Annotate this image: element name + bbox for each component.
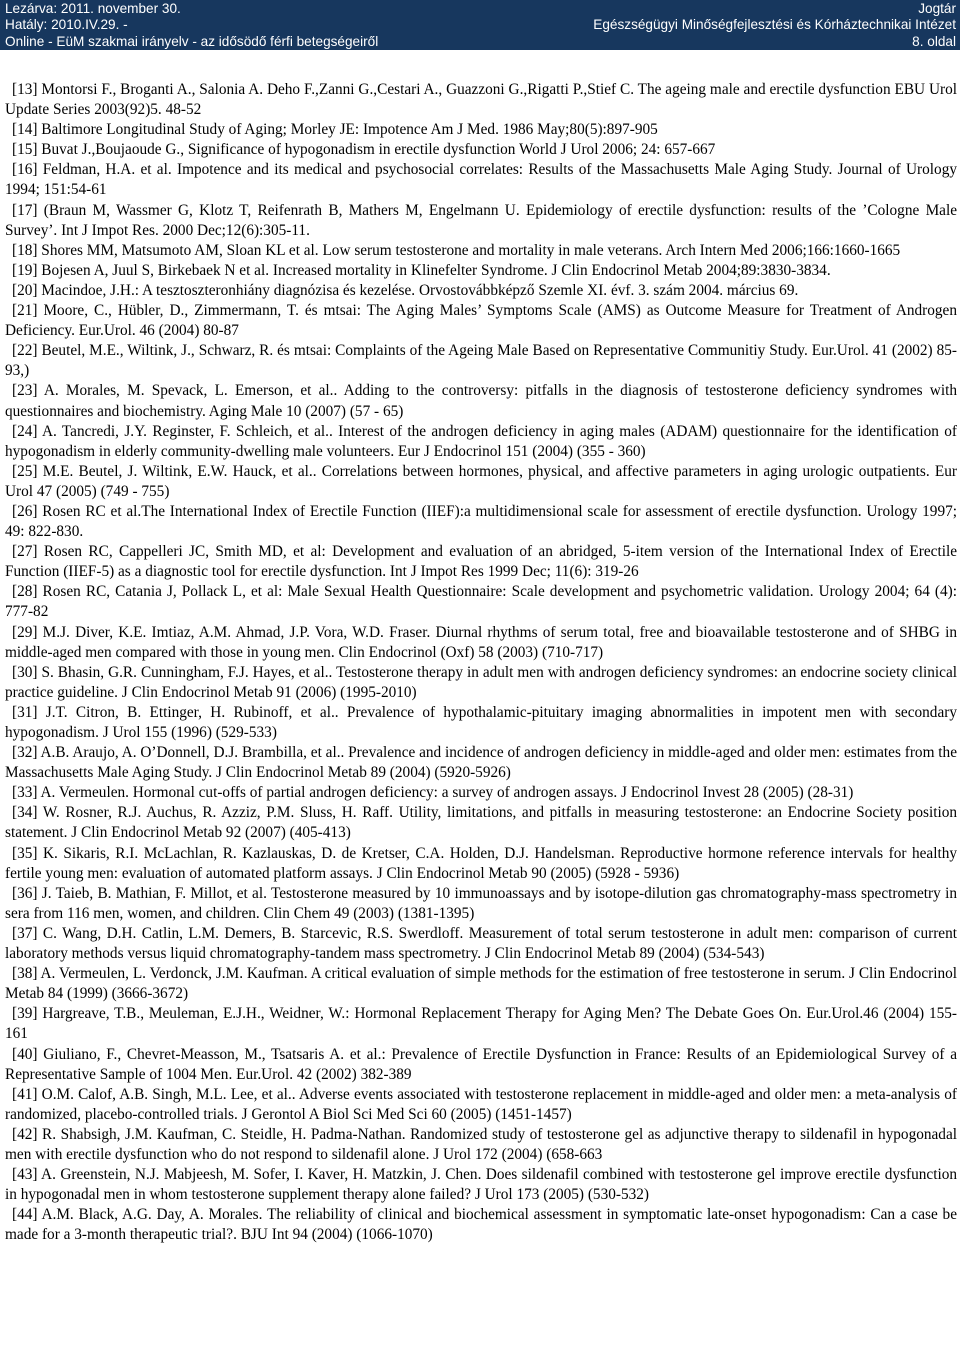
reference-item: [38] A. Vermeulen, L. Verdonck, J.M. Kaufman. A critical evaluation of simple methods for the estimation of free testosterone in serum. J Clin Endocrinol Metab 84 (1999) (3666-3672) [5, 965, 957, 1003]
reference-item: [19] Bojesen A, Juul S, Birkebaek N et al. Increased mortality in Klinefelter Syndrome. J Clin Endocrinol Metab 2004;89:3830-3834. [12, 261, 831, 279]
reference-item: [27] Rosen RC, Cappelleri JC, Smith MD, et al: Development and evaluation of an abridged, 5-item version of the International Index of Erectile Function (IIEF-5) as a diagnostic tool for erectile dysfunction. Int J Impot Res 1999 Dec; 11(6): 319-26 [5, 543, 957, 581]
header-publisher: Jogtár [918, 1, 956, 16]
reference-item: [16] Feldman, H.A. et al. Impotence and its medical and psychosocial correlates: Results of the Massachusetts Male Aging Study. Journal of Urology 1994; 151:54-61 [5, 161, 957, 199]
reference-item: [24] A. Tancredi, J.Y. Reginster, F. Schleich, et al.. Interest of the androgen deficiency in aging males (ADAM) questionnaire for the identification of hypogonadism in elderly community-dwelling male volunteers. Eur J Endocrinol 151 (2004) (355 - 360) [5, 422, 957, 460]
header-right [536, 1, 956, 50]
reference-item: [28] Rosen RC, Catania J, Pollack L, et al: Male Sexual Health Questionnaire: Scale development and psychometric validation. Urology 2004; 64 (4): 777-82 [5, 583, 957, 621]
reference-item: [20] Macindoe, J.H.: A tesztoszteronhiány diagnózisa és kezelése. Orvostovábbképző Szemle XI. évf. 3. szám 2004. március 69. [12, 281, 799, 299]
header-closed-date: Lezárva: 2011. november 30. [5, 1, 181, 16]
reference-item: [37] C. Wang, D.H. Catlin, L.M. Demers, B. Starcevic, R.S. Swerdloff. Measurement of total serum testosterone in adult men: comparison of current laboratory methods versus liquid chromatography-tandem mass spectrometry. J Clin Endocrinol Metab 89 (2004) (534-543) [5, 924, 957, 963]
reference-item: [34] W. Rosner, R.J. Auchus, R. Azziz, P.M. Sluss, H. Raff. Utility, limitations, and pitfalls in measuring testosterone: an Endocrine Society position statement. J Clin Endocrinol Metab 92 (2007) (405-413) [5, 804, 957, 842]
reference-item: [15] Buvat J.,Boujaoude G., Significance of hypogonadism in erectile dysfunction World J Urol 2006; 24: 657-667 [12, 141, 716, 159]
header-effective-date: Hatály: 2010.IV.29. - [5, 17, 128, 33]
header-left [5, 1, 565, 50]
reference-list [5, 80, 957, 1245]
reference-item: [29] M.J. Diver, K.E. Imtiaz, A.M. Ahmad, J.P. Vora, W.D. Fraser. Diurnal rhythms of serum total, free and bioavailable testosterone and of SHBG in middle-aged men compared with those in young men. Clin Endocrinol (Oxf) 58 (2003) (710-717) [5, 623, 957, 661]
reference-item: [30] S. Bhasin, G.R. Cunningham, F.J. Hayes, et al.. Testosterone therapy in adult men with androgen deficiency syndromes: an endocrine society clinical practice guideline. J Clin Endocrinol Metab 91 (2006) (1995-2010) [5, 663, 957, 701]
reference-item: [18] Shores MM, Matsumoto AM, Sloan KL et al. Low serum testosterone and mortality in male veterans. Arch Intern Med 2006;166:1660-1665 [12, 241, 901, 259]
reference-item: [44] A.M. Black, A.G. Day, A. Morales. The reliability of clinical and biochemical assessment in symptomatic late-onset hypogonadism: Can a case be made for a 3-month therapeutic trial?. BJU Int 94 (2004) (1066-1070) [5, 1206, 957, 1244]
reference-item: [32] A.B. Araujo, A. O’Donnell, D.J. Brambilla, et al.. Prevalence and incidence of androgen deficiency in middle-aged and older men: estimates from the Massachusetts Male Aging Study. J Clin Endocrinol Metab 89 (2004) (5920-5926) [5, 744, 957, 782]
reference-item: [13] Montorsi F., Broganti A., Salonia A. Deho F.,Zanni G.,Cestari A., Guazzoni G.,Rigatti P.,Stief C. The ageing male and erectile dysfunction EBU Urol Update Series 2003(92)5. 48-52 [5, 81, 957, 119]
reference-item: [43] A. Greenstein, N.J. Mabjeesh, M. Sofer, I. Kaver, H. Matzkin, J. Chen. Does sildenafil combined with testosterone gel improve erectile dysfunction in hypogonadal men in whom testosterone supplement therapy alone failed? J Urol 173 (2005) (530-532) [5, 1166, 957, 1204]
page-header [0, 0, 960, 50]
reference-item: [41] O.M. Calof, A.B. Singh, M.L. Lee, et al.. Adverse events associated with testosterone replacement in middle-aged and older men: a meta-analysis of randomized, placebo-controlled trials. J Gerontol A Biol Sci Med Sci 60 (2005) (1451-1457) [5, 1085, 957, 1123]
reference-item: [26] Rosen RC et al.The International Index of Erectile Function (IIEF):a multidimensional scale for assessment of erectile dysfunction. Urology 1997; 49: 822-830. [5, 502, 957, 541]
reference-item: [36] J. Taieb, B. Mathian, F. Millot, et al. Testosterone measured by 10 immunoassays and by isotope-dilution gas chromatography-mass spectrometry in sera from 116 men, women, and children. Clin Chem 49 (2003) (1381-1395) [5, 884, 957, 922]
header-institute: Egészségügyi Minőségfejlesztési és Kórháztechnikai Intézet [593, 17, 956, 33]
reference-item: [25] M.E. Beutel, J. Wiltink, E.W. Hauck, et al.. Correlations between hormones, physical, and affective parameters in aging urologic outpatients. Eur Urol 47 (2005) (749 - 755) [5, 462, 957, 500]
reference-item: [14] Baltimore Longitudinal Study of Aging; Morley JE: Impotence Am J Med. 1986 May;80(5):897-905 [12, 121, 658, 139]
reference-item: [21] Moore, C., Hübler, D., Zimmermann, T. és mtsai: The Aging Males’ Symptoms Scale (AMS) as Outcome Measure for Treatment of Androgen Deficiency. Eur.Urol. 46 (2004) 80-87 [5, 302, 957, 340]
reference-item: [22] Beutel, M.E., Wiltink, J., Schwarz, R. és mtsai: Complaints of the Ageing Male Based on Representative Communitiy Study. Eur.Urol. 41 (2002) 85-93,) [5, 342, 957, 380]
reference-item: [39] Hargreave, T.B., Meuleman, E.J.H., Weidner, W.: Hormonal Replacement Therapy for Aging Men? The Debate Goes On. Eur.Urol.46 (2004) 155-161 [5, 1005, 957, 1043]
reference-item: [42] R. Shabsigh, J.M. Kaufman, C. Steidle, H. Padma-Nathan. Randomized study of testosterone gel as adjunctive therapy to sildenafil in hypogonadal men with erectile dysfunction who do not respond to sildenafil alone. J Urol 172 (2004) (658-663 [5, 1125, 957, 1163]
reference-item: [35] K. Sikaris, R.I. McLachlan, R. Kazlauskas, D. de Kretser, C.A. Holden, D.J. Handelsman. Reproductive hormone reference intervals for healthy fertile young men: evaluation of automated platform assays. J Clin Endocrinol Metab 90 (2005) (5928 - 5936) [5, 844, 957, 882]
reference-item: [17] (Braun M, Wassmer G, Klotz T, Reifenrath B, Mathers M, Engelmann U. Epidemiology of erectile dysfunction: results of the ’Cologne Male Survey’. Int J Impot Res. 2000 Dec;12(6):305-11. [5, 201, 957, 239]
header-page-number: 8. oldal [912, 33, 956, 49]
reference-item: [40] Giuliano, F., Chevret-Measson, M., Tsatsaris A. et al.: Prevalence of Erectile Dysfunction in France: Results of an Epidemiological Survey of a Representative Sample of 1004 Men. Eur.Urol. 42 (2002) 382-389 [5, 1045, 957, 1083]
reference-item: [23] A. Morales, M. Spevack, L. Emerson, et al.. Adding to the controversy: pitfalls in the diagnosis of testosterone deficiency syndromes with questionnaires and biochemistry. Aging Male 10 (2007) (57 - 65) [5, 382, 957, 420]
header-document-title: Online - EüM szakmai irányelv - az idősödő férfi betegségeiről [5, 33, 379, 49]
reference-item: [31] J.T. Citron, B. Ettinger, H. Rubinoff, et al.. Prevalence of hypothalamic-pituitary imaging abnormalities in impotent men with secondary hypogonadism. J Urol 155 (1996) (529-533) [5, 703, 957, 741]
reference-item: [33] A. Vermeulen. Hormonal cut-offs of partial androgen deficiency: a survey of androgen assays. J Endocrinol Invest 28 (2005) (28-31) [12, 784, 854, 802]
